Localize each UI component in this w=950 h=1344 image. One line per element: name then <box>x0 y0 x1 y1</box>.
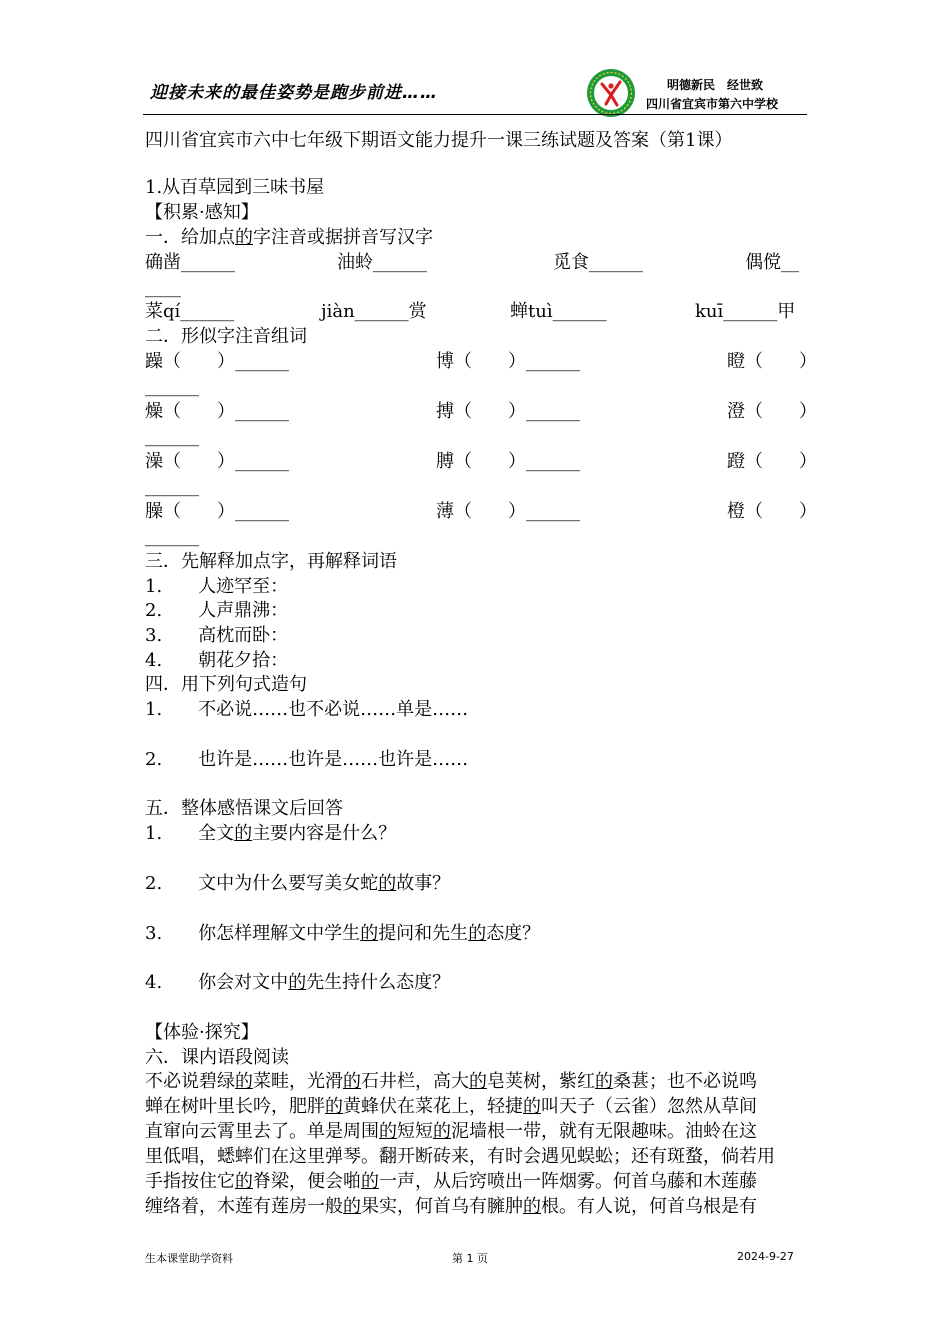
question-3: 三．先解释加点字，再解释词语 <box>145 551 397 572</box>
q1-item-wrap: ____ <box>145 277 181 298</box>
q5-item: 4. 你会对文中的先生持什么态度？ <box>145 972 451 993</box>
q4-item: 1. 不必说……也不必说……单是…… <box>145 699 469 720</box>
q1-item: kuī______甲 <box>695 301 796 322</box>
emphasis-char: 的 <box>379 1121 397 1142</box>
q2-cell: 蹬（ ） <box>727 451 817 472</box>
q2-wrap: ______ <box>145 476 199 497</box>
passage-text: 一声，从后窍喷出一阵烟雾。何首乌藤和木莲藤 <box>379 1171 757 1192</box>
passage-text: 缠络着，木莲有莲房一般 <box>145 1196 343 1217</box>
q2-cell: 燥（ ）______ <box>145 401 289 422</box>
q2-cell: 博（ ）______ <box>436 351 580 372</box>
q2-wrap: ______ <box>145 526 199 547</box>
question-1: 一．给加点的字注音或据拼音写汉字 <box>145 227 433 248</box>
passage-text: 黄蜂伏在菜花上，轻捷 <box>343 1096 523 1117</box>
q5-item: 2. 文中为什么要写美女蛇的故事？ <box>145 873 451 894</box>
passage-text: 手指按住它 <box>145 1171 235 1192</box>
section-heading-accumulate: 【积累·感知】 <box>145 202 259 223</box>
q3-item: 1. 人迹罕至： <box>145 576 289 597</box>
emphasis-char: 的 <box>523 1096 541 1117</box>
header-rule <box>143 114 807 115</box>
question-2: 二．形似字注音组词 <box>145 326 307 347</box>
emphasis-char: 的 <box>235 1171 253 1192</box>
emphasis-char: 的 <box>523 1196 541 1217</box>
q3-item: 2. 人声鼎沸： <box>145 600 289 621</box>
passage-text: 直窜向云霄里去了。单是周围 <box>145 1121 379 1142</box>
q1-item: 确凿______ <box>145 252 235 273</box>
emphasis-char: 的 <box>469 1071 487 1092</box>
footer-page-number: 第 1 页 <box>452 1252 488 1265</box>
q2-cell: 瞪（ ） <box>727 351 817 372</box>
passage-text: 石井栏，高大 <box>361 1071 469 1092</box>
emphasis-char: 的 <box>235 1071 253 1092</box>
passage-text: 果实，何首乌有臃肿 <box>361 1196 523 1217</box>
school-slogan: 明德新民 经世致 <box>667 78 764 92</box>
footer-left: 生本课堂助学资料 <box>145 1252 233 1265</box>
passage-line <box>145 1120 757 1144</box>
emphasis-char: 的 <box>361 1171 379 1192</box>
emphasis-char: 的 <box>595 1071 613 1092</box>
q2-cell: 躁（ ）______ <box>145 351 289 372</box>
q2-cell: 澄（ ） <box>727 401 817 422</box>
passage-line <box>145 1195 757 1219</box>
passage-line <box>145 1095 757 1119</box>
q1-item: 偶傥__ <box>745 252 799 273</box>
q5-item: 3. 你怎样理解文中学生的提问和先生的态度？ <box>145 923 541 944</box>
passage-text: 里低唱，蟋蟀们在这里弹琴。翻开断砖来，有时会遇见蜈蚣；还有斑蝥，倘若用 <box>145 1146 775 1167</box>
emphasis-char: 的 <box>325 1096 343 1117</box>
passage-text: 短短 <box>397 1121 433 1142</box>
lesson-title: 1.从百草园到三味书屋 <box>145 177 325 198</box>
emphasis-char: 的 <box>343 1071 361 1092</box>
q2-wrap: ______ <box>145 376 199 397</box>
q2-cell: 搏（ ）______ <box>436 401 580 422</box>
q4-item: 2. 也许是……也许是……也许是…… <box>145 749 469 770</box>
q3-item: 3. 高枕而卧： <box>145 625 289 646</box>
q1-item: jiàn______赏 <box>321 301 427 322</box>
school-name: 四川省宜宾市第六中学校 <box>646 97 779 111</box>
passage-text: 脊梁，便会啪 <box>253 1171 361 1192</box>
document-title: 四川省宜宾市六中七年级下期语文能力提升一课三练试题及答案（第1课） <box>145 130 733 151</box>
q1-item: 油蛉______ <box>337 252 427 273</box>
q3-item: 4. 朝花夕拾： <box>145 650 289 671</box>
q2-cell: 臊（ ）______ <box>145 501 289 522</box>
q2-wrap: ______ <box>145 426 199 447</box>
question-4: 四．用下列句式造句 <box>145 674 307 695</box>
school-logo <box>586 68 636 118</box>
q2-cell: 薄（ ）______ <box>436 501 580 522</box>
q1-item: 菜qí______ <box>145 301 235 322</box>
q2-cell: 澡（ ）______ <box>145 451 289 472</box>
passage-text: 叫天子（云雀）忽然从草间 <box>541 1096 757 1117</box>
q1-item: 觅食______ <box>553 252 643 273</box>
header-motto: 迎接未来的最佳姿势是跑步前进…… <box>150 83 438 103</box>
passage-line <box>145 1070 757 1094</box>
question-5: 五．整体感悟课文后回答 <box>145 798 343 819</box>
q5-item: 1. 全文的主要内容是什么？ <box>145 823 397 844</box>
question-6: 六．课内语段阅读 <box>145 1047 289 1068</box>
passage-text: 根。有人说，何首乌根是有 <box>541 1196 757 1217</box>
passage-text: 蝉在树叶里长吟，肥胖 <box>145 1096 325 1117</box>
passage-text: 皂荚树，紫红 <box>487 1071 595 1092</box>
passage-line <box>145 1170 757 1194</box>
passage-text: 泥墙根一带，就有无限趣味。油蛉在这 <box>451 1121 757 1142</box>
passage-text: 不必说碧绿 <box>145 1071 235 1092</box>
passage-text: 菜畦，光滑 <box>253 1071 343 1092</box>
footer-date: 2024-9-27 <box>737 1250 794 1263</box>
passage-text: 桑葚；也不必说鸣 <box>613 1071 757 1092</box>
passage-line <box>145 1145 775 1169</box>
q2-cell: 膊（ ）______ <box>436 451 580 472</box>
emphasis-char: 的 <box>433 1121 451 1142</box>
emphasis-char: 的 <box>343 1196 361 1217</box>
q1-item: 蝉tuì______ <box>510 301 607 322</box>
section-heading-explore: 【体验·探究】 <box>145 1022 259 1043</box>
q2-cell: 橙（ ） <box>727 501 817 522</box>
